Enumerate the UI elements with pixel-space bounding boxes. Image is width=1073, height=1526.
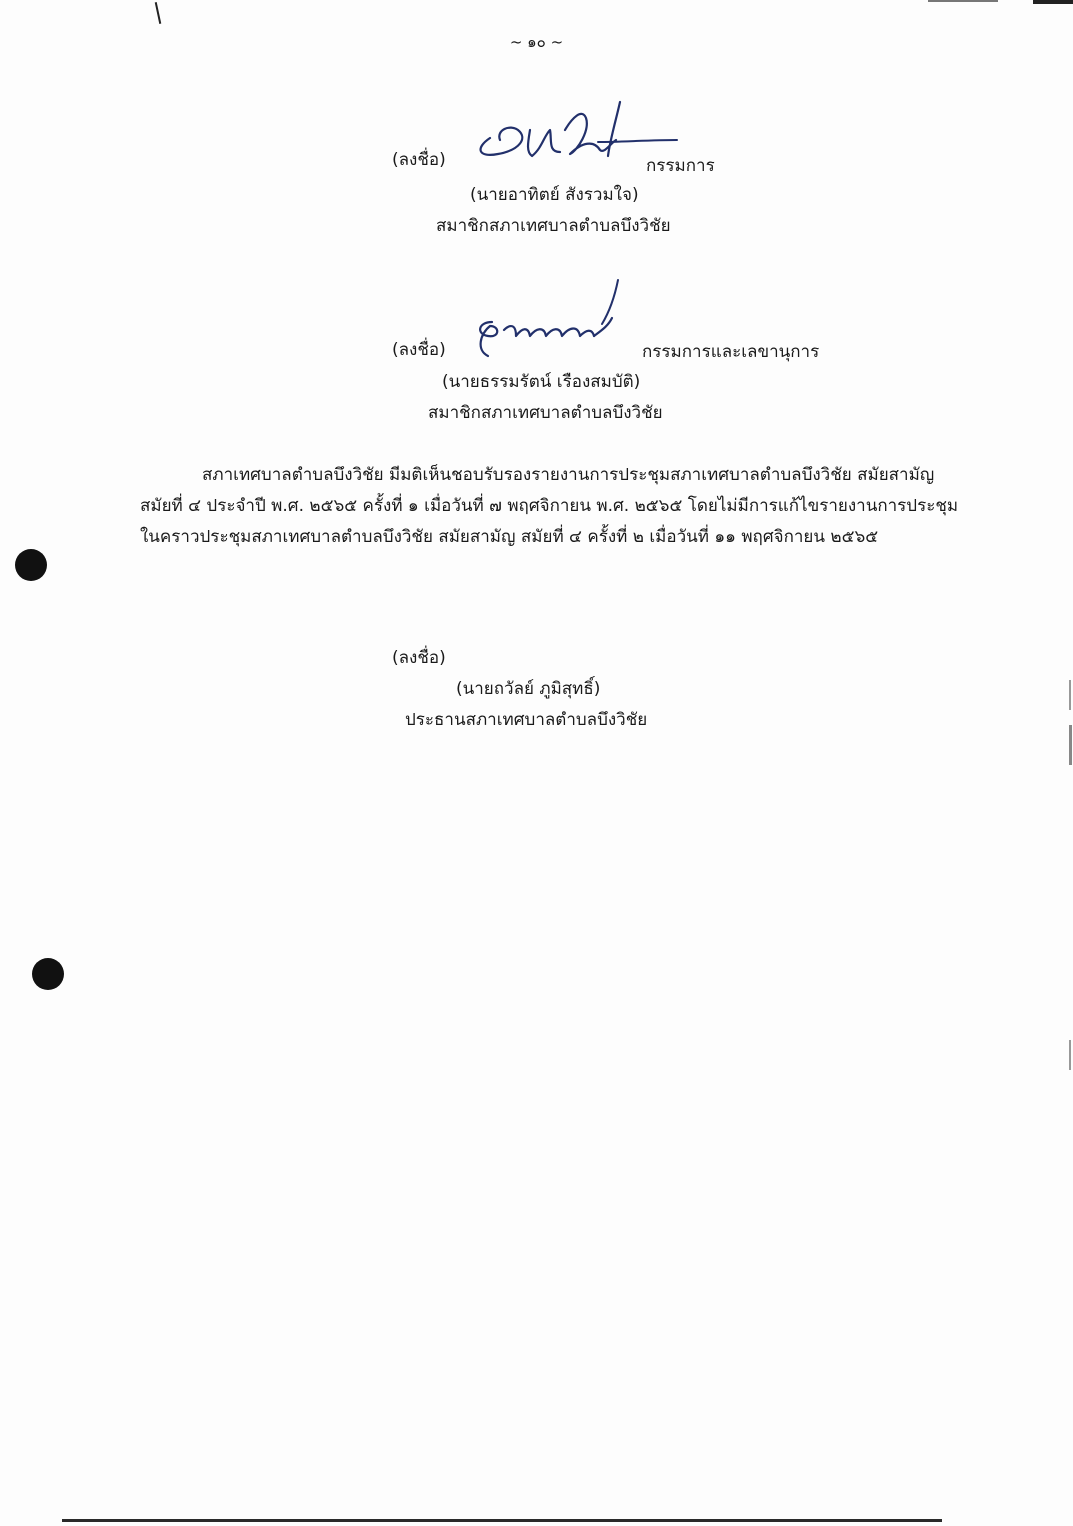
resolution-line-3: ในคราวประชุมสภาเทศบาลตำบลบึงวิชัย สมัยสามัญ สมัยที่ ๔ ครั้งที่ ๒ เมื่อวันที่ ๑๑ พฤศจิกายน ๒๕๖๕ bbox=[140, 527, 879, 547]
signer-name-2: (นายธรรมรัตน์ เรืองสมบัติ) bbox=[442, 372, 641, 392]
chairman-position: ประธานสภาเทศบาลตำบลบึงวิชัย bbox=[405, 710, 648, 730]
signer-position-2: สมาชิกสภาเทศบาลตำบลบึงวิชัย bbox=[428, 403, 663, 423]
signer-position-1: สมาชิกสภาเทศบาลตำบลบึงวิชัย bbox=[436, 216, 671, 236]
resolution-line-1: สภาเทศบาลตำบลบึงวิชัย มีมติเห็นชอบรับรองรายงานการประชุมสภาเทศบาลตำบลบึงวิชัย สมัยสามัญ bbox=[202, 465, 935, 485]
sign-label-2: (ลงชื่อ) bbox=[392, 340, 446, 360]
resolution-line-2: สมัยที่ ๔ ประจำปี พ.ศ. ๒๕๖๕ ครั้งที่ ๑ เมื่อวันที่ ๗ พฤศจิกายน พ.ศ. ๒๕๖๕ โดยไม่มีการแก้ไขรายงานการประชุม bbox=[140, 496, 959, 516]
page-number: ~ ๑๐ ~ bbox=[509, 33, 564, 51]
signer-name-1: (นายอาทิตย์ สังรวมใจ) bbox=[470, 185, 639, 205]
scan-mark-top-right-corner bbox=[1033, 0, 1073, 4]
chairman-name: (นายถวัลย์ ภูมิสุทธิ์) bbox=[456, 679, 601, 699]
scan-mark-top-left bbox=[155, 2, 162, 24]
role-1: กรรมการ bbox=[646, 156, 715, 176]
scan-mark-right-edge-3 bbox=[1069, 1040, 1071, 1070]
punch-hole-lower bbox=[32, 958, 64, 990]
scan-mark-right-edge-1 bbox=[1069, 680, 1071, 710]
resolution-paragraph bbox=[140, 460, 985, 553]
scan-mark-right-edge-2 bbox=[1069, 725, 1072, 765]
bottom-rule bbox=[62, 1519, 942, 1522]
sign-label-chairman: (ลงชื่อ) bbox=[392, 648, 446, 668]
role-2: กรรมการและเลขานุการ bbox=[642, 342, 820, 362]
scan-mark-top-right bbox=[928, 0, 998, 2]
sign-label-1: (ลงชื่อ) bbox=[392, 150, 446, 170]
handwritten-signature-2 bbox=[470, 278, 630, 363]
punch-hole-upper bbox=[15, 549, 47, 581]
